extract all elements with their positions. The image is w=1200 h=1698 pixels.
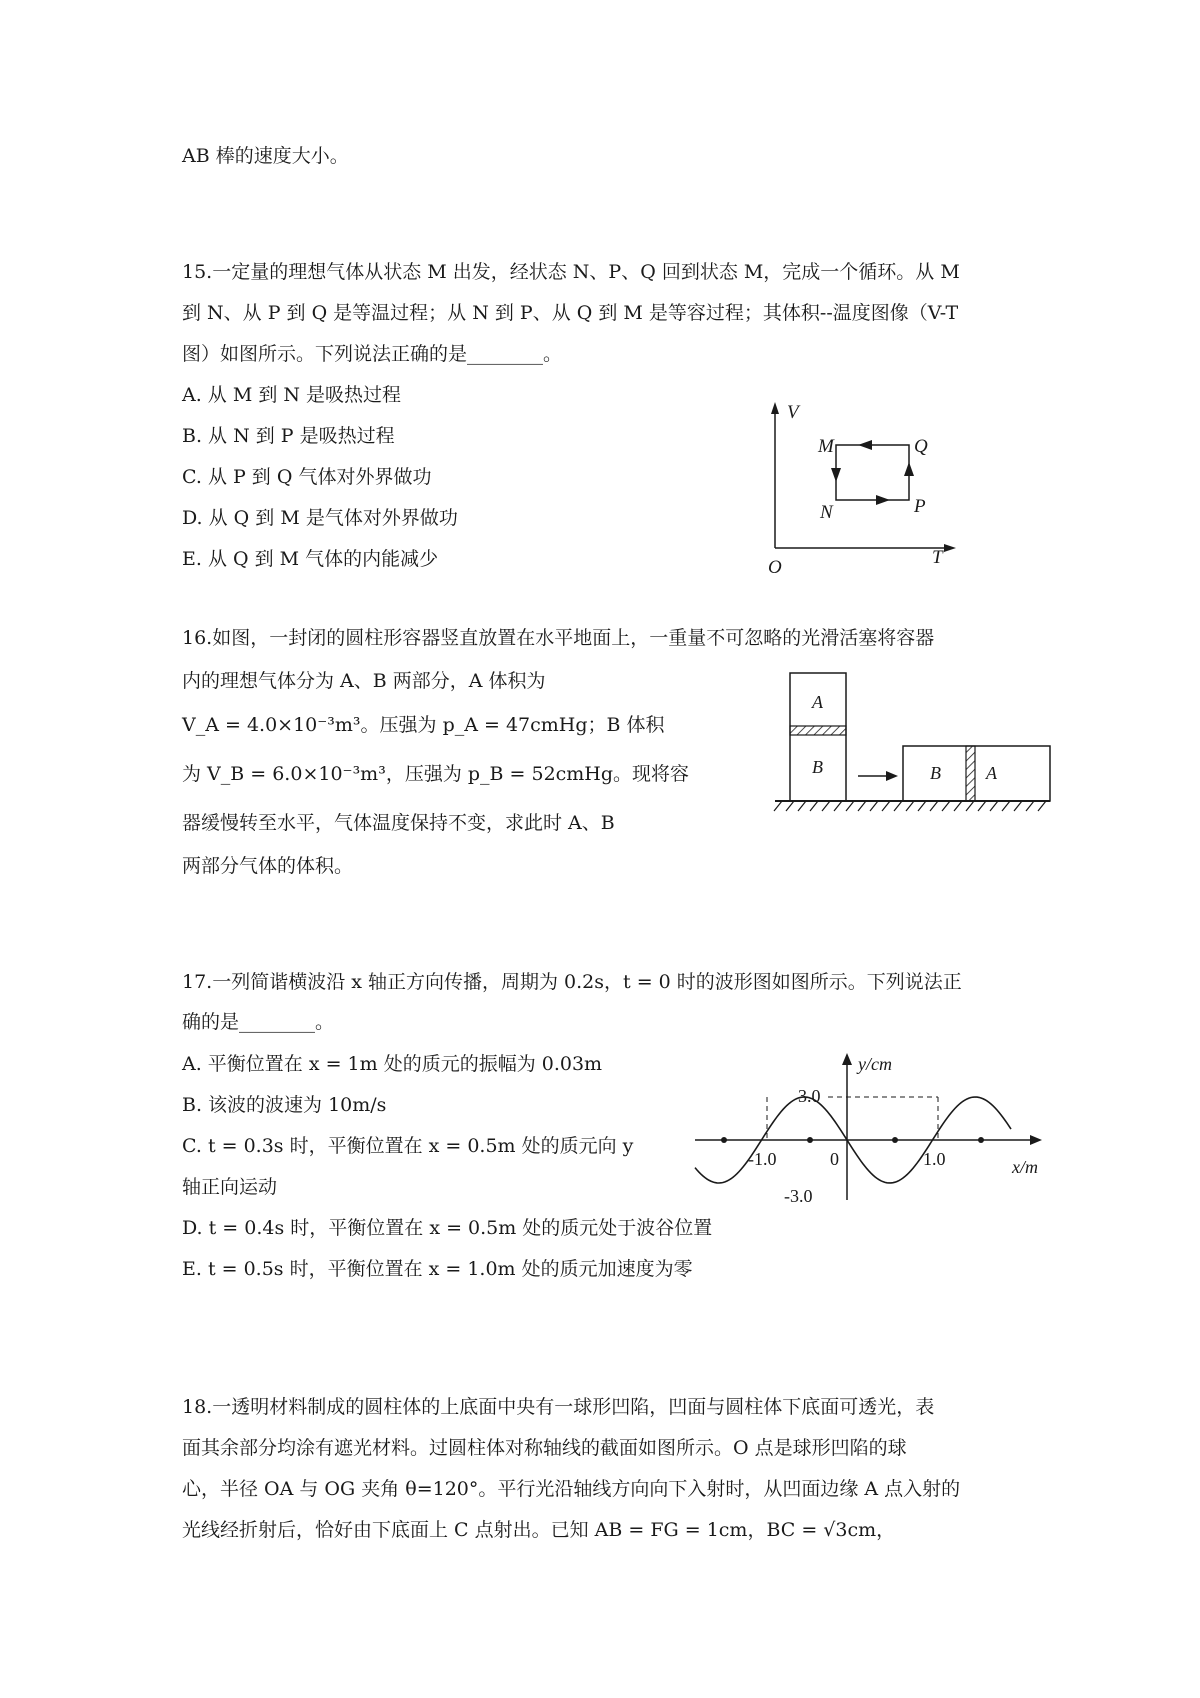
q17-option-c: C. t = 0.3s 时，平衡位置在 x = 0.5m 处的质元向 y bbox=[182, 1135, 634, 1157]
q18-stem-line-3: 心，半径 OA 与 OG 夹角 θ=120°。平行光沿轴线方向向下入射时，从凹面边缘 A 点入射的 bbox=[182, 1478, 961, 1500]
point-m-label: M bbox=[818, 436, 834, 457]
q16-stem-line-4: 为 V_B = 6.0×10⁻³m³，压强为 p_B = 52cmHg。现将容 bbox=[182, 763, 690, 785]
x-axis-label: x/m bbox=[1012, 1157, 1038, 1177]
zero-crossing-dot bbox=[978, 1137, 984, 1143]
origin-tick: 0 bbox=[830, 1149, 839, 1169]
q17-option-c-cont: 轴正向运动 bbox=[182, 1176, 278, 1198]
q17-option-a: A. 平衡位置在 x = 1m 处的质元的振幅为 0.03m bbox=[182, 1053, 603, 1075]
horizontal-b-label: B bbox=[930, 763, 941, 783]
zero-crossing-dot bbox=[807, 1137, 813, 1143]
x-pos-tick: 1.0 bbox=[923, 1149, 946, 1169]
q15-option-a: A. 从 M 到 N 是吸热过程 bbox=[182, 384, 402, 406]
t-axis-label: T bbox=[932, 547, 943, 568]
q18-stem-line-2: 面其余部分均涂有遮光材料。过圆柱体对称轴线的截面如图所示。O 点是球形凹陷的球 bbox=[182, 1437, 907, 1459]
q16-stem-line-6: 两部分气体的体积。 bbox=[182, 855, 354, 877]
point-n-label: N bbox=[820, 502, 833, 523]
q17-option-e: E. t = 0.5s 时，平衡位置在 x = 1.0m 处的质元加速度为零 bbox=[182, 1258, 693, 1280]
q15-stem-line-3: 图）如图所示。下列说法正确的是________。 bbox=[182, 343, 563, 365]
x-neg-tick: -1.0 bbox=[748, 1149, 777, 1169]
q17-option-d: D. t = 0.4s 时，平衡位置在 x = 0.5m 处的质元处于波谷位置 bbox=[182, 1217, 713, 1239]
q16-stem-line-1: 16.如图，一封闭的圆柱形容器竖直放置在水平地面上，一重量不可忽略的光滑活塞将容器 bbox=[182, 627, 935, 649]
v-axis-label: V bbox=[787, 402, 799, 423]
q18-stem-line-4: 光线经折射后，恰好由下底面上 C 点射出。已知 AB = FG = 1cm，BC = √3cm， bbox=[182, 1519, 896, 1541]
q15-stem-line-1: 15.一定量的理想气体从状态 M 出发，经状态 N、P、Q 回到状态 M，完成一个循环。从 M bbox=[182, 261, 960, 283]
origin-label: O bbox=[768, 557, 782, 578]
q15-option-b: B. 从 N 到 P 是吸热过程 bbox=[182, 425, 395, 447]
q15-stem-line-2: 到 N、从 P 到 Q 是等温过程；从 N 到 P、从 Q 到 M 是等容过程；其体积--温度图像（V-T bbox=[182, 302, 959, 324]
point-q-label: Q bbox=[914, 436, 928, 457]
q16-container-diagram bbox=[770, 668, 1060, 818]
y-axis-label: y/cm bbox=[858, 1054, 892, 1074]
q17-stem-line-2: 确的是________。 bbox=[182, 1011, 335, 1033]
vertical-a-label: A bbox=[812, 692, 823, 712]
q14-tail: AB 棒的速度大小。 bbox=[182, 145, 349, 167]
q17-stem-line-1: 17.一列简谐横波沿 x 轴正方向传播，周期为 0.2s，t = 0 时的波形图如图所示。下列说法正 bbox=[182, 971, 962, 993]
q16-stem-line-5: 器缓慢转至水平，气体温度保持不变，求此时 A、B bbox=[182, 812, 615, 834]
point-p-label: P bbox=[914, 496, 926, 517]
zero-crossing-dot bbox=[892, 1137, 898, 1143]
zero-crossing-dot bbox=[721, 1137, 727, 1143]
vertical-b-label: B bbox=[812, 757, 823, 777]
q17-option-b: B. 该波的波速为 10m/s bbox=[182, 1094, 387, 1116]
q18-stem-line-1: 18.一透明材料制成的圆柱体的上底面中央有一球形凹陷，凹面与圆柱体下底面可透光，表 bbox=[182, 1396, 935, 1418]
q15-vt-diagram bbox=[740, 398, 970, 588]
q17-wave-diagram bbox=[690, 1045, 1050, 1215]
q15-option-d: D. 从 Q 到 M 是气体对外界做功 bbox=[182, 507, 458, 529]
y-pos-tick: 3.0 bbox=[798, 1086, 821, 1106]
q15-option-c: C. 从 P 到 Q 气体对外界做功 bbox=[182, 466, 432, 488]
horizontal-a-label: A bbox=[986, 763, 997, 783]
y-neg-tick: -3.0 bbox=[784, 1186, 813, 1206]
q16-stem-line-3: V_A = 4.0×10⁻³m³。压强为 p_A = 47cmHg；B 体积 bbox=[182, 714, 665, 736]
q15-option-e: E. 从 Q 到 M 气体的内能减少 bbox=[182, 548, 439, 570]
q16-stem-line-2: 内的理想气体分为 A、B 两部分，A 体积为 bbox=[182, 670, 546, 692]
